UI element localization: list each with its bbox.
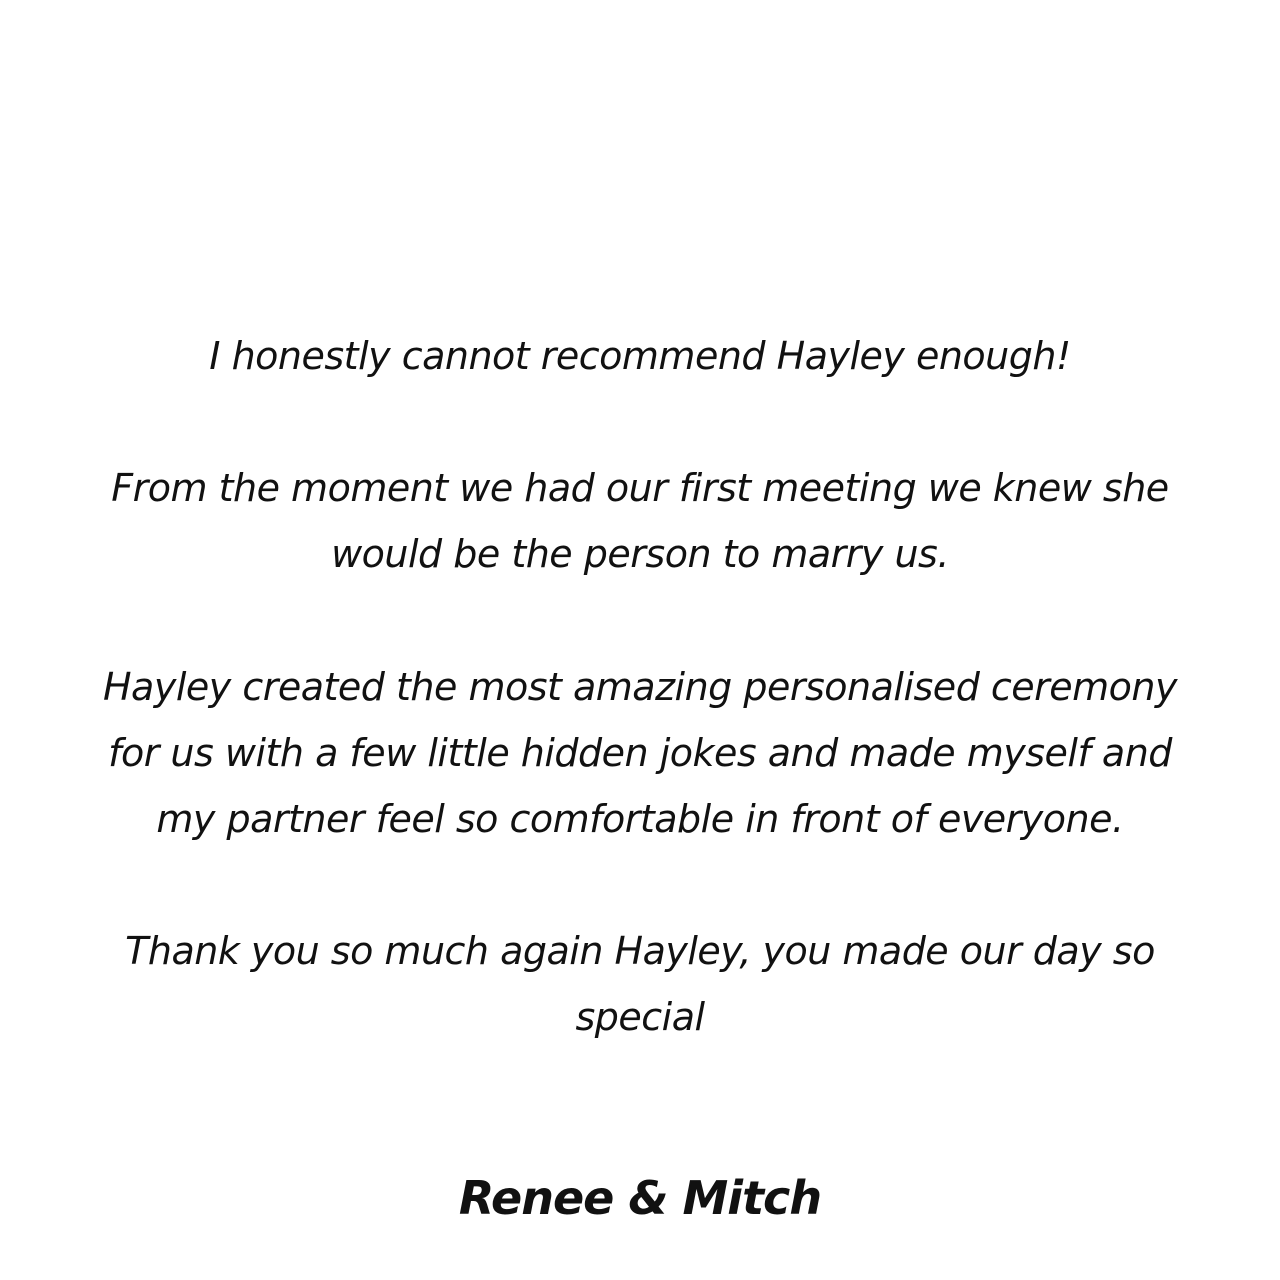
- testimonial-line: Thank you so much again Hayley, you made our day so: [125, 929, 1155, 973]
- testimonial-line: I honestly cannot recommend Hayley enough!: [209, 334, 1071, 378]
- testimonial-line: special: [575, 995, 705, 1039]
- testimonial-line: From the moment we had our first meeting we knew she: [111, 466, 1169, 510]
- testimonial-signature: Renee & Mitch: [458, 1171, 822, 1225]
- testimonial-paragraph-1: [60, 323, 1220, 389]
- testimonial-line: would be the person to marry us.: [331, 532, 949, 576]
- testimonial-line: my partner feel so comfortable in front of everyone.: [156, 797, 1124, 841]
- testimonial-line: Hayley created the most amazing personalised ceremony: [102, 665, 1177, 709]
- testimonial-line: for us with a few little hidden jokes and made myself and: [108, 731, 1172, 775]
- testimonial-paragraph-3: [60, 654, 1220, 852]
- testimonial-paragraph-2: [60, 455, 1220, 587]
- testimonial-paragraph-4: [60, 918, 1220, 1050]
